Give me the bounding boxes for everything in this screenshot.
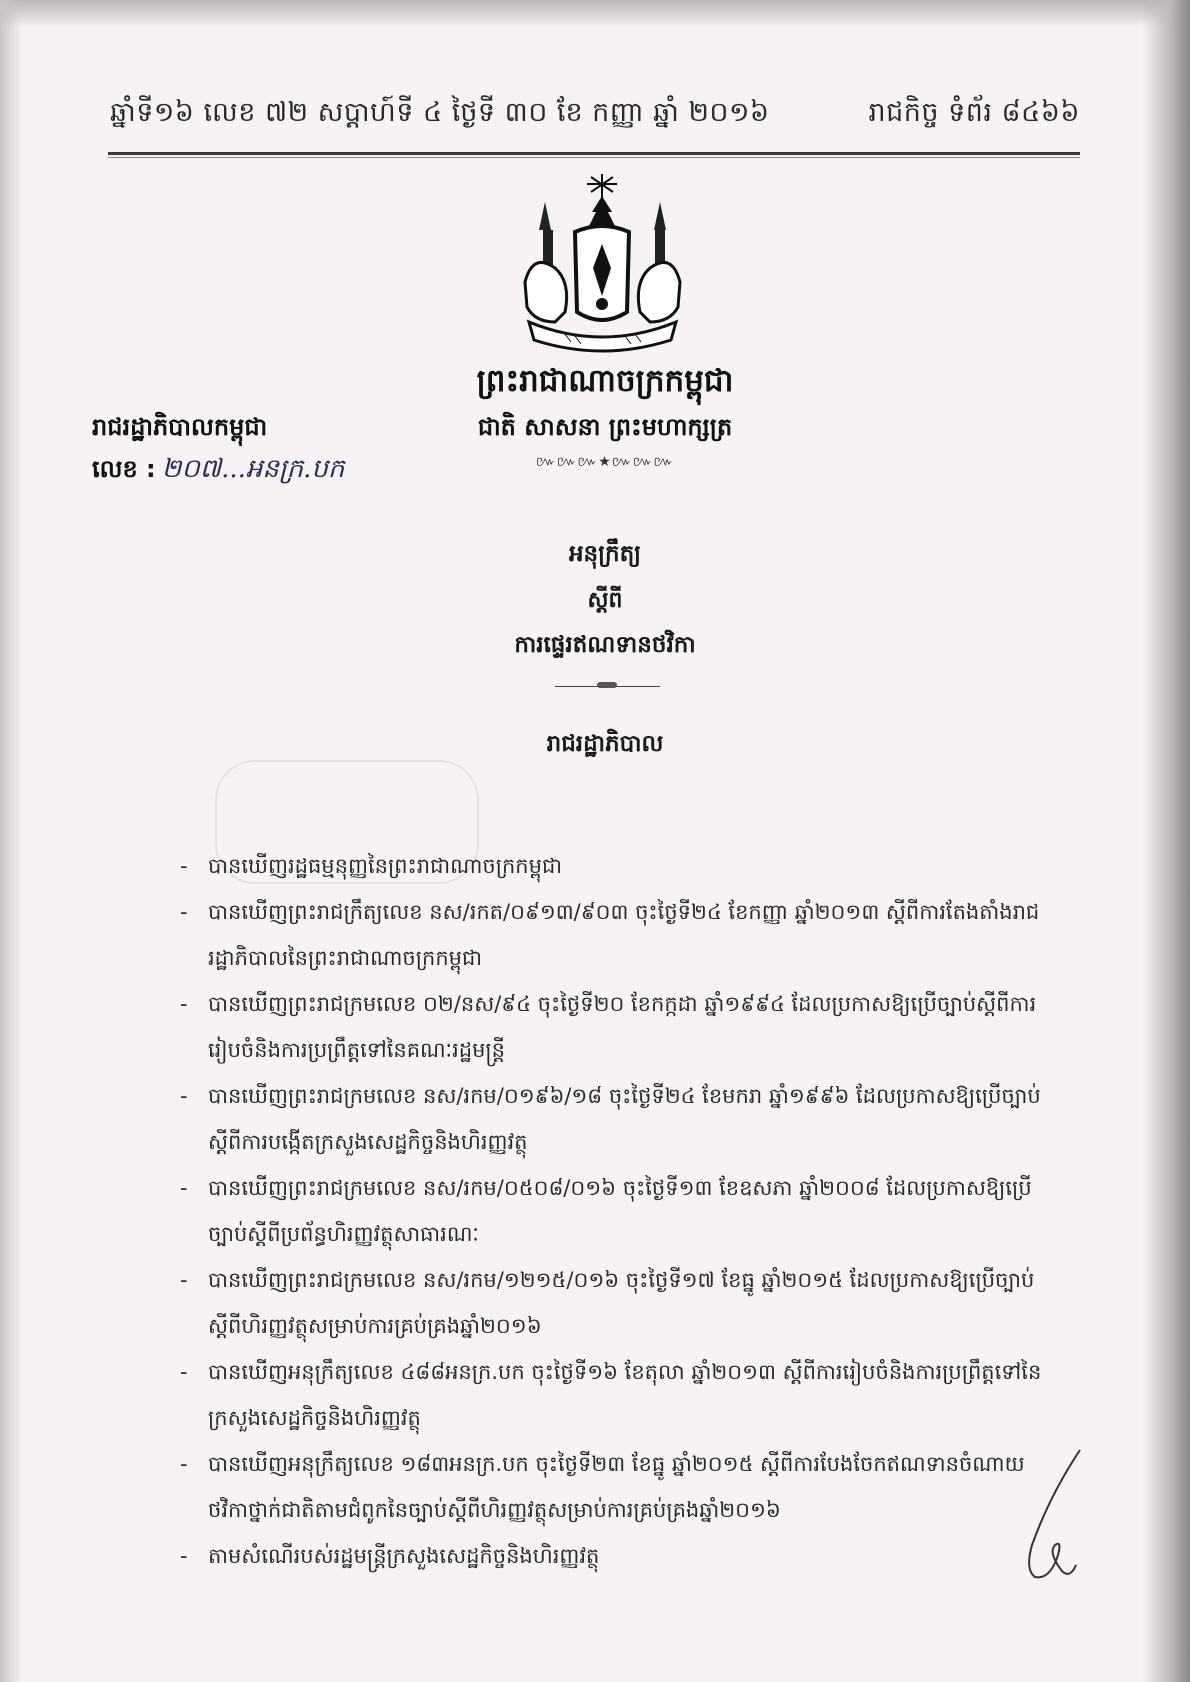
royal-coat-of-arms-icon bbox=[515, 172, 690, 360]
kingdom-title: ព្រះរាជាណាចក្រកម្ពុជា bbox=[476, 363, 734, 399]
reference-label: លេខ : bbox=[92, 455, 156, 483]
gazette-page-label: រាជកិច្ច ទំព័រ ៨៤៦៦ bbox=[868, 97, 1080, 128]
preamble-item: - បានឃើញព្រះរាជក្រឹត្យលេខ នស/រកត/០៩១៣/៩០៣ ចុះថ្ងៃទី២៤ ខែកញ្ញា ឆ្នាំ២០១៣ ស្តីពីការតែងតាំងរាជរដ្ឋាភិបាលនៃព្រះរាជាណាចក្រកម្ពុជា bbox=[180, 889, 1060, 981]
authority-heading: រាជរដ្ឋាភិបាល bbox=[546, 731, 664, 757]
gazette-header bbox=[110, 96, 1080, 135]
document-subject: ការផ្ទេរឥណទានថវិកា bbox=[514, 632, 696, 658]
preamble-item: - បានឃើញព្រះរាជក្រមលេខ ០២/នស/៩៤ ចុះថ្ងៃទី២០ ខែកក្កដា ឆ្នាំ១៩៩៤ ដែលប្រកាសឱ្យប្រើច្បាប់ស្តីពីការរៀបចំនិងការប្រព្រឹត្តទៅនៃគណៈរដ្ឋមន្ត្រី bbox=[180, 981, 1060, 1073]
preamble-item: - បានឃើញព្រះរាជក្រមលេខ នស/រកម/១២១៥/០១៦ ចុះថ្ងៃទី១៧ ខែធ្នូ ឆ្នាំ២០១៥ ដែលប្រកាសឱ្យប្រើច្បាប់ស្តីពីហិរញ្ញវត្ថុសម្រាប់ការគ្រប់គ្រងឆ្នាំ២០១៦ bbox=[180, 1257, 1060, 1349]
preamble-list bbox=[180, 843, 1060, 1579]
reference-value: ២០៧...អនក្រ.បក bbox=[161, 454, 345, 484]
document-about: ស្តីពី bbox=[587, 588, 623, 613]
preamble-item: - បានឃើញព្រះរាជក្រមលេខ នស/រកម/០១៩៦/១៨ ចុះថ្ងៃទី២៤ ខែមករា ឆ្នាំ១៩៩៦ ដែលប្រកាសឱ្យប្រើច្បាប់ស្តីពីការបង្កើតក្រសួងសេដ្ឋកិច្ចនិងហិរញ្ញវត្ថុ bbox=[180, 1073, 1060, 1165]
reference-number bbox=[92, 452, 344, 490]
document-type: អនុក្រឹត្យ bbox=[568, 541, 642, 567]
preamble-item: - បានឃើញរដ្ឋធម្មនុញ្ញនៃព្រះរាជាណាចក្រកម្ពុជា bbox=[180, 843, 1060, 889]
handwritten-initial-signature bbox=[1010, 1445, 1090, 1595]
preamble-item: - បានឃើញព្រះរាជក្រមលេខ នស/រកម/០៥០៨/០១៦ ចុះថ្ងៃទី១៣ ខែឧសភា ឆ្នាំ២០០៨ ដែលប្រកាសឱ្យប្រើច្បាប់ស្តីពីប្រព័ន្ធហិរញ្ញវត្ថុសាធារណៈ bbox=[180, 1165, 1060, 1257]
scan-right-shadow bbox=[1142, 0, 1190, 1682]
header-rule-thin bbox=[108, 157, 1080, 158]
issuer-name: រាជរដ្ឋាភិបាលកម្ពុជា bbox=[92, 413, 268, 441]
header-rule bbox=[108, 152, 1080, 155]
ornament-divider: ៚៚៚★៚៚៚ bbox=[535, 454, 675, 470]
preamble-item: - តាមសំណើរបស់រដ្ឋមន្ត្រីក្រសួងសេដ្ឋកិច្ចនិងហិរញ្ញវត្ថុ bbox=[180, 1533, 1060, 1579]
scan-left-shadow bbox=[0, 0, 22, 1682]
scan-top-shadow bbox=[0, 0, 1190, 28]
gazette-issue-info: ឆ្នាំទី១៦ លេខ ៧២ សប្តាហ៍ទី ៤ ថ្ងៃទី ៣០ ខែ កញ្ញា ឆ្នាំ ២០១៦ bbox=[110, 97, 770, 128]
preamble-item: - បានឃើញអនុក្រឹត្យលេខ ១៨៣អនក្រ.បក ចុះថ្ងៃទី២៣ ខែធ្នូ ឆ្នាំ២០១៥ ស្តីពីការបែងចែកឥណទានចំណាយថវិកាថ្នាក់ជាតិតាមជំពូកនៃច្បាប់ស្តីពីហិរញ្ញវត្ថុសម្រាប់ការគ្រប់គ្រងឆ្នាំ២០១៦ bbox=[180, 1441, 1060, 1533]
preamble-item: - បានឃើញអនុក្រឹត្យលេខ ៤៨៨អនក្រ.បក ចុះថ្ងៃទី១៦ ខែតុលា ឆ្នាំ២០១៣ ស្តីពីការរៀបចំនិងការប្រព្រឹត្តទៅនៃក្រសួងសេដ្ឋកិច្ចនិងហិរញ្ញវត្ថុ bbox=[180, 1349, 1060, 1441]
national-motto: ជាតិ សាសនា ព្រះមហាក្សត្រ bbox=[477, 413, 733, 441]
section-divider-ornament bbox=[597, 682, 617, 688]
